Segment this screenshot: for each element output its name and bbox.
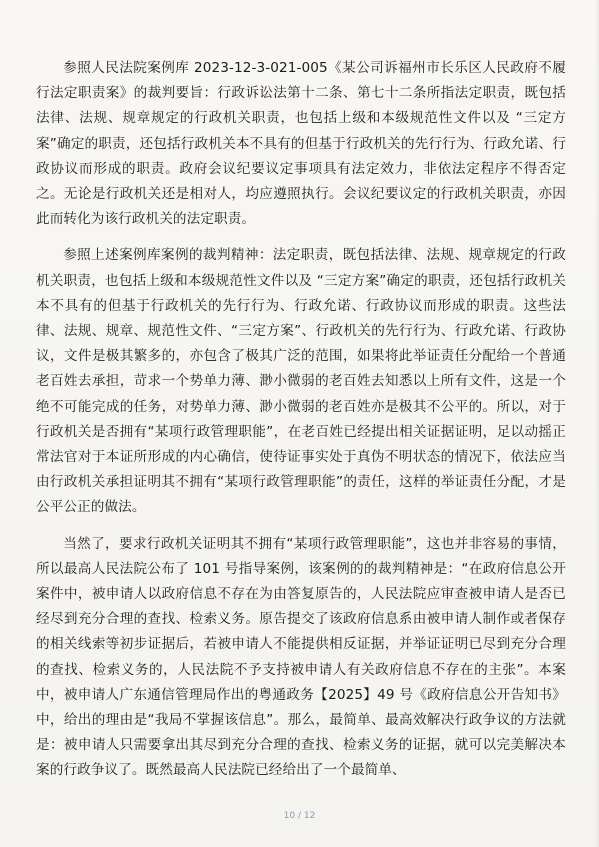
paragraph-burden-of-proof: 参照上述案例库案例的裁判精神：法定职责，既包括法律、法规、规章规定的行政机关职责，也包括上级和本级规范性文件以及 “三定方案”确定的职责，还包括行政机关本不具有的但基于行政机关的先行行为、行政允诺、行政协议而形成的职责。这些法律、法规、规章、规范性文件、“三定方案”、行政机关的先行行为、行政允诺、行政协议，文件是极其繁多的，亦包含了极其广泛的范围，如果将此举证责任分配给一个普通老百姓去承担，苛求一个势单力薄、渺小微弱的老百姓去知悉以上所有文件，这是一个绝不可能完成的任务，对势单力薄、渺小微弱的老百姓亦是极其不公平的。所以，对于行政机关是否拥有“某项行政管理职能”，在老百姓已经提出相关证据证明，足以动摇正常法官对于本证所形成的内心确信，使待证事实处于真伪不明状态的情况下，依法应当由行政机关承担证明其不拥有“某项行政管理职能”的责任，这样的举证责任分配，才是公平公正的做法。 xyxy=(36,247,566,516)
page-number: 10 / 12 xyxy=(283,811,316,821)
paragraph-guiding-case: 当然了，要求行政机关证明其不拥有“某项行政管理职能”，这也并非容易的事情，所以最高人民法院公布了 101 号指导案例，该案例的的裁判精神是：“在政府信息公开案件中，被申请人以政府信息不存在为由答复原告的，人民法院应审查被申请人是否已经尽到充分合理的查找、检索义务。原告提交了该政府信息系由被申请人制作或者保存的相关线索等初步证据后，若被申请人不能提供相反证据，并举证证明已尽到充分合理的查找、检索义务的，人民法院不予支持被申请人有关政府信息不存在的主张”。本案中，被申请人广东通信管理局作出的粤通政务【2025】49 号《政府信息公开告知书》中，给出的理由是“我局不掌握该信息”。那么，最简单、最高效解决行政争议的方法就是：被申请人只需要拿出其尽到充分合理的查找、检索义务的证据，就可以完美解决本案的行政争议了。既然最高人民法院已经给出了一个最简单、 xyxy=(36,535,566,779)
scan-edge-shadow xyxy=(595,0,599,847)
document-body xyxy=(36,56,566,795)
paragraph-case-reference: 参照人民法院案例库 2023-12-3-021-005《某公司诉福州市长乐区人民政府不履行法定职责案》的裁判要旨：行政诉讼法第十二条、第七十二条所指法定职责，既包括法律、法规、规章规定的行政机关职责，也包括上级和本级规范性文件以及 “三定方案”确定的职责，还包括行政机关本不具有的但基于行政机关的先行行为、行政允诺、行政协议而形成的职责。政府会议纪要议定事项具有法定效力，非依法定程序不得否定之。无论是行政机关还是相对人，均应遵照执行。会议纪要议定的行政机关职责，亦因此而转化为该行政机关的法定职责。 xyxy=(36,60,566,228)
